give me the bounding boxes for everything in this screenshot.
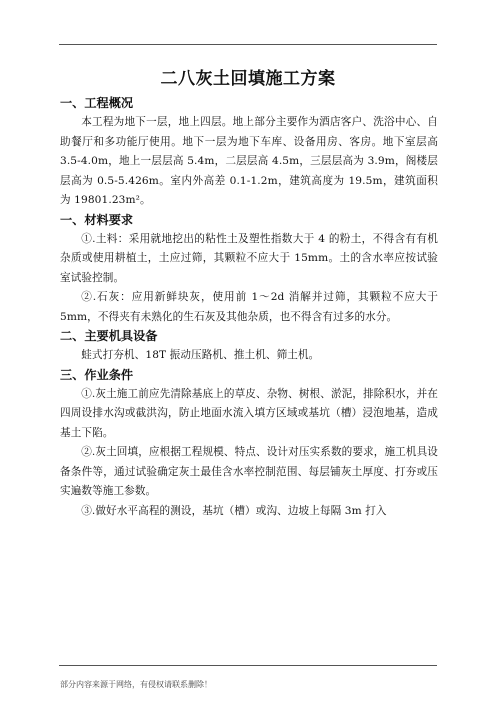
overview-paragraph: 本工程为地下一层，地上四层。地上部分主要作为酒店客户、洗浴中心、自助餐厅和多功能厅使用。地下一层为地下车库、设备用房、客房。地下室层高 3.5-4.0m，地上一层层高 5.4m，二层层高 4.5m，三层层高为 3.9m，阁楼层层高为 0.5-5.426m。室内外高差 0.1-1.2m，建筑高度为 19.5m，建筑面积为 19801.23m²。 (60, 116, 438, 206)
section-heading-overview: 一、工程概况 (60, 96, 134, 110)
footer-rule (59, 665, 437, 666)
section-heading-equipment: 二、主要机具设备 (60, 329, 158, 343)
header-rule (59, 44, 437, 45)
footer-note: 部分内容来源于网络，有侵权请联系删除！ (60, 680, 212, 689)
materials-soil-paragraph: ①.土料：采用就地挖出的粘性土及塑性指数大于 4 的粉土，不得含有有机杂质或使用耕植土，土应过筛，其颗粒不应大于 15mm。土的含水率应按试验室试验控制。 (60, 232, 438, 284)
section-heading-materials: 一、材料要求 (60, 212, 134, 227)
conditions-paragraph-2: ②.灰土回填，应根据工程规模、特点、设计对压实系数的要求，施工机具设备条件等，通过试验确定灰土最佳含水率控制范围、每层铺灰土厚度、打夯或压实遍数等施工参数。 (60, 446, 438, 497)
conditions-paragraph-1: ①.灰土施工前应先清除基底上的草皮、杂物、树根、淤泥，排除积水，并在四周设排水沟或截洪沟，防止地面水流入填方区域或基坑（槽）浸泡地基，造成基土下陷。 (60, 387, 438, 439)
equipment-paragraph: 蛙式打夯机、18T 振动压路机、推土机、筛土机。 (81, 349, 320, 361)
document-title: 二八灰土回填施工方案 (160, 69, 336, 89)
materials-lime-paragraph: ②.石灰：应用新鲜块灰，使用前 1～2d 消解并过筛，其颗粒不应大于 5mm，不得夹有未熟化的生石灰及其他杂质，也不得含有过多的水分。 (60, 291, 438, 323)
document-body (60, 94, 438, 521)
conditions-paragraph-3: ③.做好水平高程的测设，基坑（槽）或沟、边坡上每隔 3m 打入 (81, 504, 387, 517)
section-heading-conditions: 三、作业条件 (60, 367, 134, 382)
